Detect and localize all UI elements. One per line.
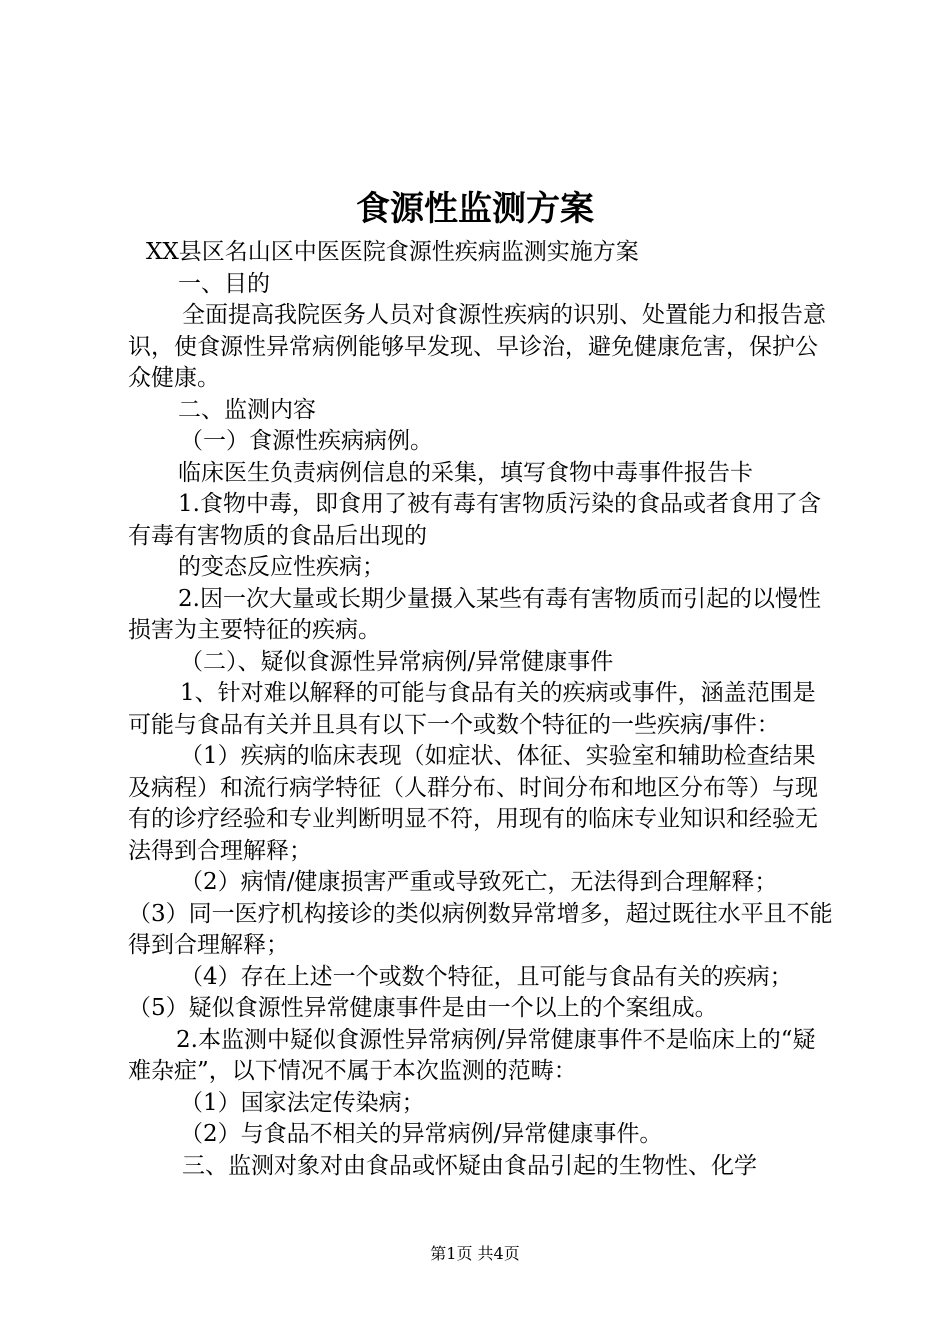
list-item: （4）存在上述一个或数个特征，且可能与食品有关的疾病； — [180, 963, 793, 990]
body-paragraph: 临床医生负责病例信息的采集，填写食物中毒事件报告卡 — [178, 459, 753, 486]
list-item: （2）与食品不相关的异常病例/异常健康事件。 — [180, 1121, 663, 1147]
document-body — [128, 237, 833, 1182]
list-item: （1）国家法定传染病； — [180, 1089, 425, 1116]
list-item: （2）病情/健康损害严重或导致死亡，无法得到合理解释； — [180, 869, 778, 895]
section-heading-purpose: 一、目的 — [178, 270, 270, 297]
subsection-heading: （二）、疑似食源性异常病例/异常健康事件 — [180, 648, 614, 675]
list-item: （5）疑似食源性异常健康事件是由一个以上的个案组成。 — [128, 995, 718, 1021]
list-item: （1）疾病的临床表现（如症状、体征、实验室和辅助检查结果及病程）和流行病学特征（人群分布、时间分布和地区分布等）与现有的诊疗经验和专业判断明显不符，用现有的临床专业知识和经验无法得到合理解释； — [128, 743, 818, 864]
document-title: 食源性监测方案 — [356, 189, 594, 229]
body-paragraph: 全面提高我院医务人员对食源性疾病的识别、处置能力和报告意识，使食源性异常病例能够早发现、早诊治，避免健康危害，保护公众健康。 — [128, 302, 826, 391]
body-paragraph: 的变态反应性疾病； — [178, 554, 385, 580]
body-paragraph: 2.因一次大量或长期少量摄入某些有毒有害物质而引起的以慢性损害为主要特征的疾病。 — [128, 585, 821, 643]
body-paragraph: 1、针对难以解释的可能与食品有关的疾病或事件，涵盖范围是可能与食品有关并且具有以下一个或数个特征的一些疾病/事件： — [128, 680, 816, 738]
section-heading-content: 二、监测内容 — [178, 396, 316, 423]
body-paragraph: 2.本监测中疑似食源性异常病例/异常健康事件不是临床上的“疑难杂症”，以下情况不属于本次监测的范畴： — [128, 1026, 816, 1084]
body-paragraph: 1.食物中毒，即食用了被有毒有害物质污染的食品或者食用了含有毒有害物质的食品后出现的 — [128, 491, 821, 549]
page-footer: 第1页 共4页 — [430, 1244, 520, 1263]
list-item: （3）同一医疗机构接诊的类似病例数异常增多，超过既往水平且不能得到合理解释； — [128, 900, 833, 958]
subsection-heading: （一）食源性疾病病例。 — [180, 428, 433, 454]
section-heading-subjects: 三、监测对象对由食品或怀疑由食品引起的生物性、化学 — [182, 1152, 757, 1179]
subtitle-paragraph: XX县区名山区中医医院食源性疾病监测实施方案 — [146, 239, 639, 265]
